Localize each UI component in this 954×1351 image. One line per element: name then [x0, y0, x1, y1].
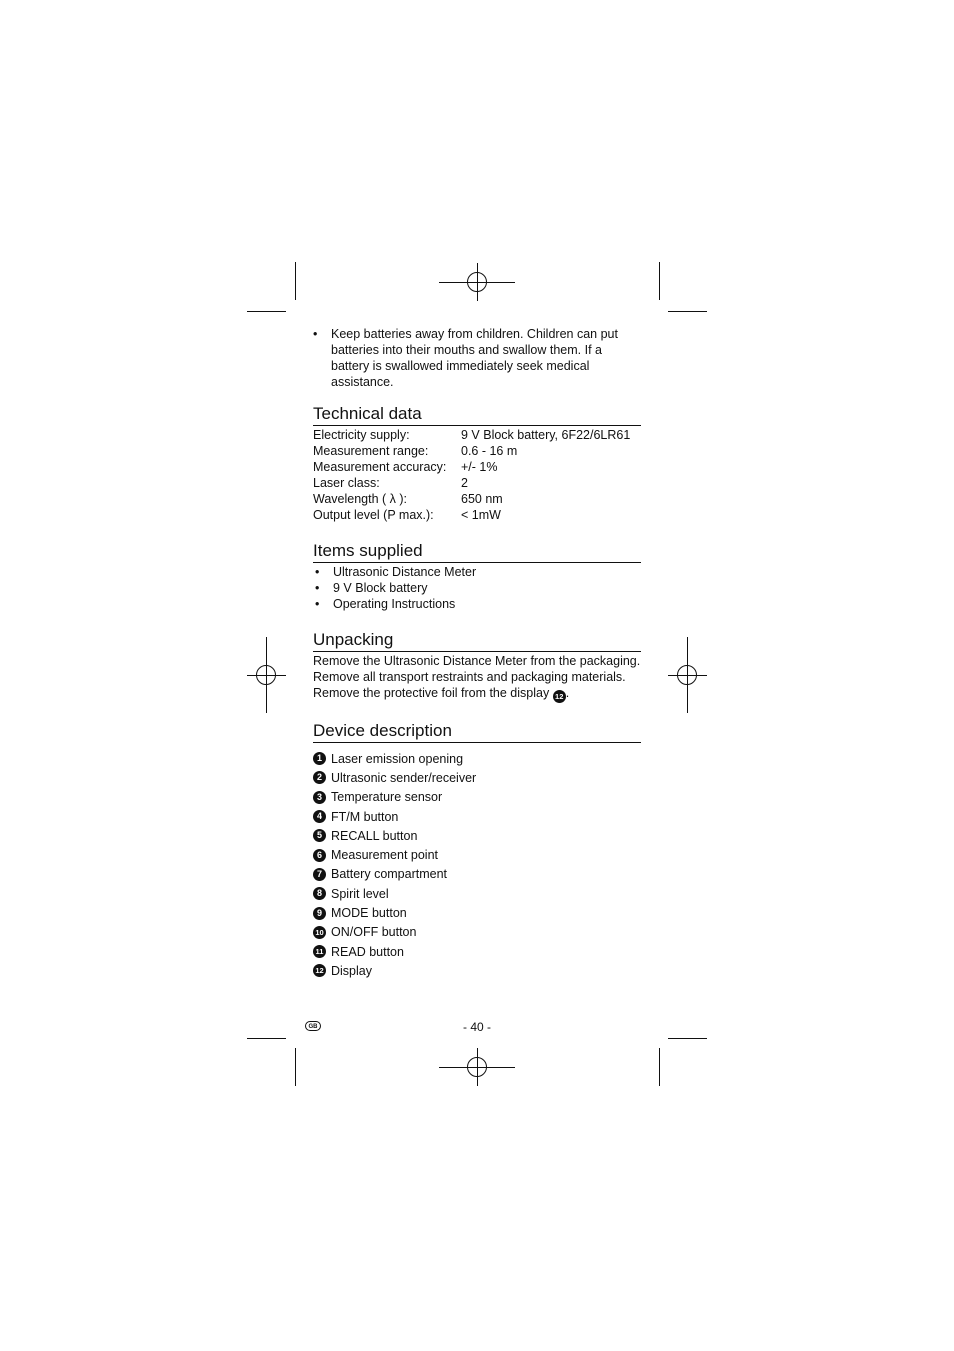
technical-label: Output level (P max.):	[313, 508, 434, 522]
device-part	[313, 923, 641, 942]
ref-number-icon: 12	[553, 690, 566, 703]
device-part-label: READ button	[331, 944, 404, 959]
items-supplied-title: Items supplied	[313, 541, 641, 563]
technical-value: 9 V Block battery, 6F22/6LR61	[461, 428, 631, 442]
unpacking-text	[313, 653, 641, 703]
technical-value: 2	[461, 476, 468, 490]
technical-value: 0.6 - 16 m	[461, 444, 518, 458]
device-part	[313, 961, 641, 980]
crop-mark	[668, 311, 707, 312]
device-part-label: Laser emission opening	[331, 751, 464, 766]
device-part	[313, 884, 641, 903]
technical-row	[313, 507, 641, 523]
device-part-label: MODE button	[331, 906, 407, 921]
technical-value: < 1mW	[461, 508, 501, 522]
technical-row	[313, 427, 641, 443]
technical-label: Wavelength ( λ ):	[313, 492, 408, 506]
unpacking-line	[313, 685, 641, 703]
device-part	[313, 826, 641, 845]
device-part	[313, 749, 641, 768]
bullet-icon: •	[315, 565, 320, 579]
device-part-label: Spirit level	[331, 886, 389, 901]
part-number-icon: 10	[313, 926, 326, 939]
technical-label: Electricity supply:	[313, 428, 410, 442]
list-item-label: Ultrasonic Distance Meter	[333, 565, 477, 579]
list-item	[313, 580, 641, 596]
registration-mark-icon	[467, 272, 487, 292]
device-part	[313, 942, 641, 961]
registration-mark-icon	[677, 665, 697, 685]
unpacking-line-end: .	[565, 686, 570, 700]
list-item	[313, 564, 641, 580]
technical-row	[313, 443, 641, 459]
technical-row	[313, 491, 641, 507]
registration-mark-icon	[256, 665, 276, 685]
items-supplied-list	[313, 564, 641, 612]
device-part	[313, 865, 641, 884]
registration-mark-icon	[467, 1057, 487, 1077]
device-part-label: Battery compartment	[331, 867, 448, 882]
unpacking-line: Remove all transport restraints and packaging materials.	[313, 670, 626, 684]
device-part-label: ON/OFF button	[331, 925, 417, 940]
list-item-label: Operating Instructions	[333, 597, 456, 611]
technical-data-title: Technical data	[313, 404, 641, 426]
technical-row	[313, 475, 641, 491]
device-part	[313, 768, 641, 787]
device-part-label: Measurement point	[331, 848, 439, 863]
device-part-label: FT/M button	[331, 809, 399, 824]
bullet-icon: •	[315, 597, 320, 611]
part-number-icon: 2	[313, 771, 326, 784]
technical-data-table	[313, 427, 641, 523]
device-part-label: Temperature sensor	[331, 790, 443, 805]
technical-label: Laser class:	[313, 476, 380, 490]
device-part	[313, 903, 641, 922]
crop-mark	[247, 1038, 286, 1039]
technical-value: 650 nm	[461, 492, 503, 506]
device-part	[313, 845, 641, 864]
technical-value: +/- 1%	[461, 460, 498, 474]
technical-label: Measurement accuracy:	[313, 460, 447, 474]
device-part-label: RECALL button	[331, 828, 418, 843]
part-number-icon: 3	[313, 791, 326, 804]
battery-warning	[313, 326, 641, 390]
bullet-icon: •	[313, 327, 318, 341]
part-number-icon: 11	[313, 945, 326, 958]
part-number-icon: 4	[313, 810, 326, 823]
device-part	[313, 807, 641, 826]
page-content	[313, 326, 641, 981]
unpacking-title: Unpacking	[313, 630, 641, 652]
part-number-icon: 6	[313, 849, 326, 862]
device-part-label: Display	[331, 963, 372, 978]
page-number: - 40 -	[462, 1020, 491, 1034]
part-number-icon: 9	[313, 907, 326, 920]
language-badge: GB	[305, 1021, 321, 1031]
device-part-label: Ultrasonic sender/receiver	[331, 770, 477, 785]
device-description-list	[313, 749, 641, 981]
device-part	[313, 788, 641, 807]
unpacking-line-text: Remove the protective foil from the display	[313, 686, 550, 700]
technical-row	[313, 459, 641, 475]
device-description-title: Device description	[313, 721, 641, 743]
crop-mark	[247, 311, 286, 312]
part-number-icon: 8	[313, 887, 326, 900]
part-number-icon: 12	[313, 964, 326, 977]
crop-mark	[668, 1038, 707, 1039]
crop-mark	[659, 262, 660, 300]
crop-mark	[295, 1048, 296, 1086]
crop-mark	[295, 262, 296, 300]
part-number-icon: 1	[313, 752, 326, 765]
part-number-icon: 5	[313, 829, 326, 842]
technical-label: Measurement range:	[313, 444, 429, 458]
unpacking-line: Remove the Ultrasonic Distance Meter from the packaging.	[313, 654, 641, 668]
battery-warning-text: Keep batteries away from children. Children can put batteries into their mouths and swallow them. If a battery is swallowed immediately seek medical assistance.	[331, 327, 618, 389]
list-item	[313, 596, 641, 612]
crop-mark	[659, 1048, 660, 1086]
bullet-icon: •	[315, 581, 320, 595]
part-number-icon: 7	[313, 868, 326, 881]
list-item-label: 9 V Block battery	[333, 581, 428, 595]
